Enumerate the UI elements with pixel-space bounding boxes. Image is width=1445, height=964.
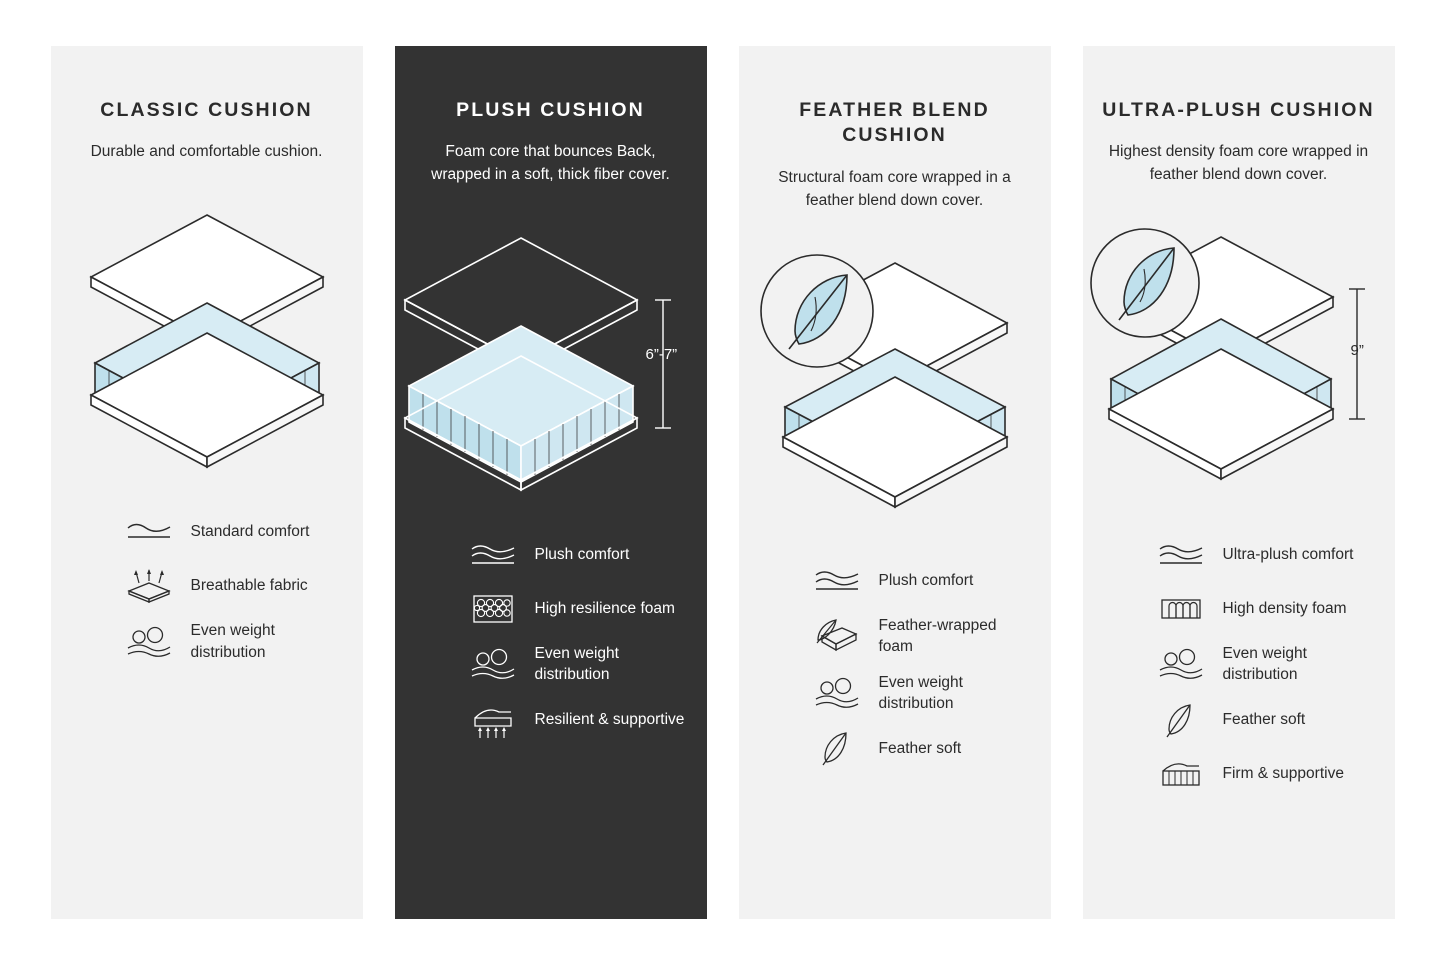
feature-label: Even weight distribution (1222, 645, 1307, 684)
weight-distribution-icon (811, 673, 863, 713)
feature-item (811, 672, 1033, 715)
feature-item (467, 589, 689, 629)
honeycomb-foam-icon (467, 589, 519, 629)
card-description: Foam core that bounces Back, wrapped in a soft, thick fiber cover. (431, 143, 670, 184)
feature-label: Even weight distribution (190, 622, 275, 661)
weight-distribution-icon (1155, 644, 1207, 684)
feature-item (811, 728, 1033, 768)
card-description: Structural foam core wrapped in a feather blend down cover. (778, 168, 1011, 209)
card-title: PLUSH CUSHION (456, 98, 645, 121)
card-description: Durable and comfortable cushion. (90, 143, 323, 161)
feather-badge-icon (761, 255, 873, 367)
feature-list (1101, 535, 1377, 794)
dimension-label: 9” (1350, 342, 1364, 360)
cushion-layers-svg (1089, 223, 1389, 503)
feature-item (467, 643, 689, 686)
exploded-cushion-diagram (757, 239, 1033, 539)
dimension-bracket (655, 300, 671, 428)
cushion-card-ultra-plush (1083, 46, 1395, 919)
high-density-foam-icon (1155, 589, 1207, 629)
feature-item (1155, 700, 1377, 740)
feather-wrapped-foam-icon (811, 616, 863, 656)
breathable-fabric-icon (123, 566, 175, 606)
feature-label: Even weight distribution (534, 645, 619, 684)
feature-label: Plush comfort (534, 546, 630, 564)
firm-support-icon (1155, 754, 1207, 794)
feature-item (1155, 589, 1377, 629)
feature-item (467, 535, 689, 575)
wave-lines-icon (123, 512, 175, 552)
feature-label: Plush comfort (878, 572, 974, 590)
cushion-layers-svg (401, 228, 701, 498)
feature-label: High density foam (1222, 600, 1347, 618)
wave-lines-icon (811, 561, 863, 601)
feature-item (123, 620, 345, 663)
cushion-layers-svg (77, 205, 337, 475)
feature-item (1155, 643, 1377, 686)
feature-label: Firm & supportive (1222, 765, 1344, 783)
wave-lines-icon (1155, 535, 1207, 575)
feature-item (123, 566, 345, 606)
resilient-support-icon (467, 700, 519, 740)
cushion-layers-svg (755, 249, 1035, 529)
exploded-cushion-diagram (413, 213, 689, 513)
card-description: Highest density foam core wrapped in feather blend down cover. (1108, 143, 1369, 184)
feather-badge-icon (1091, 229, 1199, 337)
card-title: CLASSIC CUSHION (100, 98, 313, 121)
feature-item (811, 561, 1033, 601)
card-title: ULTRA-PLUSH CUSHION (1102, 98, 1375, 121)
feature-item (1155, 754, 1377, 794)
cushion-card-plush (395, 46, 707, 919)
cushion-card-feather-blend (739, 46, 1051, 919)
feature-item (811, 615, 1033, 658)
wave-lines-icon (467, 535, 519, 575)
feature-label: Resilient & supportive (534, 711, 685, 729)
exploded-cushion-diagram (1101, 213, 1377, 513)
feature-label: High resilience foam (534, 600, 675, 618)
feature-label: Feather-wrapped foam (878, 616, 997, 656)
feature-item (1155, 535, 1377, 575)
feather-icon (1155, 700, 1207, 740)
feature-label: Even weight distribution (878, 673, 963, 712)
foam-core-layer (409, 326, 633, 482)
feature-label: Breathable fabric (190, 577, 308, 595)
exploded-cushion-diagram (69, 190, 345, 490)
cushion-card-classic (51, 46, 363, 919)
feature-list (757, 561, 1033, 769)
weight-distribution-icon (123, 622, 175, 662)
feature-label: Feather soft (1222, 711, 1306, 729)
feature-item (467, 700, 689, 740)
feather-icon (811, 728, 863, 768)
feature-item (123, 512, 345, 552)
card-title: FEATHER BLEND CUSHION (799, 98, 990, 147)
dimension-label: 6”-7” (645, 346, 678, 364)
feature-list (69, 512, 345, 663)
feature-label: Feather soft (878, 739, 962, 757)
feature-label: Ultra-plush comfort (1222, 546, 1354, 564)
feature-list (413, 535, 689, 740)
feature-label: Standard comfort (190, 523, 310, 541)
weight-distribution-icon (467, 644, 519, 684)
